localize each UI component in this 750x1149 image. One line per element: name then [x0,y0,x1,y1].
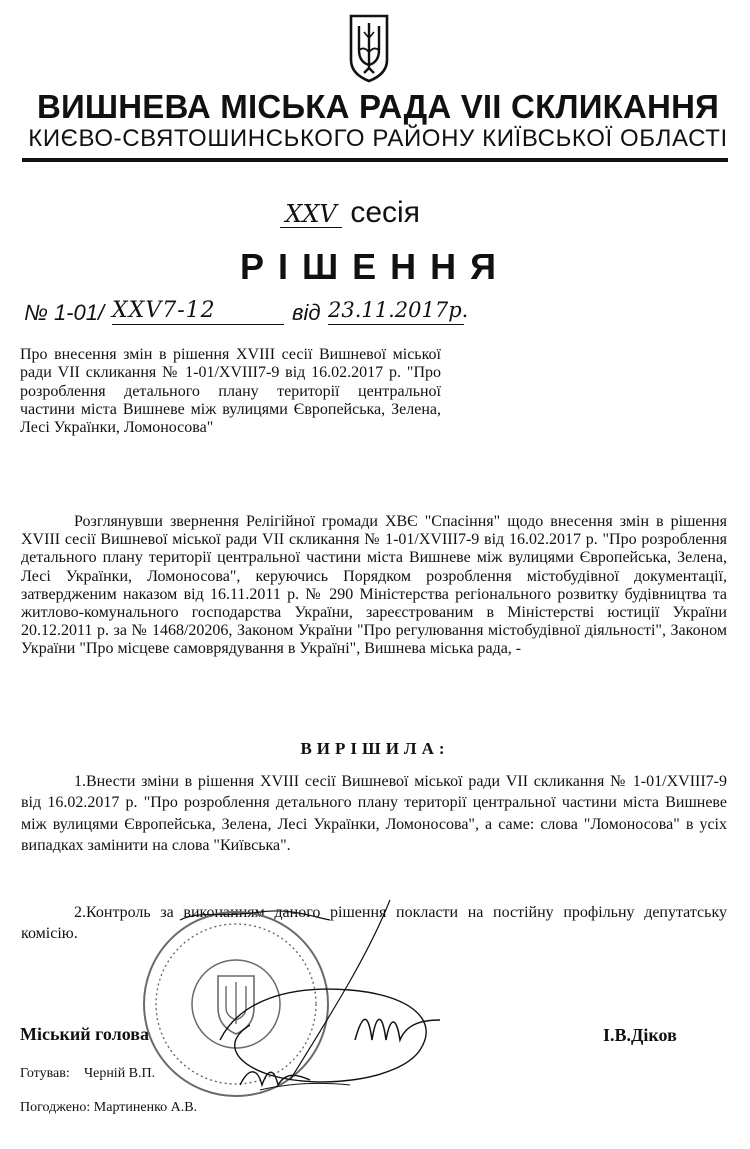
council-subtitle: КИЄВО-СВЯТОШИНСЬКОГО РАЙОНУ КИЇВСЬКОЇ ОБЛАСТІ [28,125,728,152]
agreed-by-line: Погоджено: Мартиненко А.В. [20,1100,198,1115]
decision-subject: Про внесення змін в рішення XVIII сесії Вишневої міської ради VII скликання № 1-01/XVIII7-9 від 16.02.2017 р. "Про розроблення детального плану території центральної частини міста Вишневе між вулицями Європейська, Зелена, Лесі Українки, Ломоносова" [20,346,441,437]
preamble-paragraph: Розглянувши звернення Релігійної громади ХВЄ "Спасіння" щодо внесення змін в рішення XVIII сесії Вишневої міської ради VII скликання № 1-01/XVIII7-9 від 16.02.2017 р. "Про розроблення детального плану території центральної частини міста Вишневе між вулицями Європейська, Зелена, Лесі Українки, Ломоносова", керуючись Порядком розроблення містобудівної документації, затвердженим наказом від 16.11.2011 р. № 290 Міністерства регіонального розвитку будівництва та житлово-комунального господарства України, зареєстрованим в Міністерстві юстиції України 20.12.2011 р. за № 1468/20206, Законом України "Про регулювання містобудівної діяльності", Законом України "Про місцеве самоврядування в Україні", Вишнева міська рада, - [21,513,727,658]
session-line [280,196,480,230]
mayor-name: І.В.Діков [603,1025,677,1045]
decision-number: XXV7-12 [112,298,284,325]
decision-from-label: від [292,300,321,325]
decision-title: РІШЕННЯ [239,246,511,287]
decision-number-prefix: № 1-01/ [24,300,105,325]
header-divider [22,158,728,162]
council-title: ВИШНЕВА МІСЬКА РАДА VII СКЛИКАННЯ [36,88,720,125]
handwritten-signature [140,890,470,1110]
session-number: XXV [280,201,342,228]
prepared-by-label: Готував: [20,1066,70,1081]
prepared-by-name: Черній В.П. [84,1066,156,1081]
resolved-heading: ВИРІШИЛА: [300,739,450,758]
mayor-title: Міський голова [20,1024,149,1044]
trident-emblem-icon [347,12,391,84]
decision-number-line [24,298,469,332]
resolution-point-2: 2.Контроль за виконанням даного рішення покласти на постійну профільну депутатську комісію. [21,904,727,943]
decision-date: 23.11.2017р. [328,298,464,325]
resolution-point-1: 1.Внести зміни в рішення XVIII сесії Вишневої міської ради VII скликання № 1-01/XVIII7-9 від 16.02.2017 р. "Про розроблення детального плану території центральної частини міста Вишневе між вулицями Європейська, Зелена, Лесі Українки, Ломоносова", а саме: слова "Ломоносова" в усіх випадках замінити на слова "Київська". [21,773,727,854]
session-label: сесія [350,196,420,229]
